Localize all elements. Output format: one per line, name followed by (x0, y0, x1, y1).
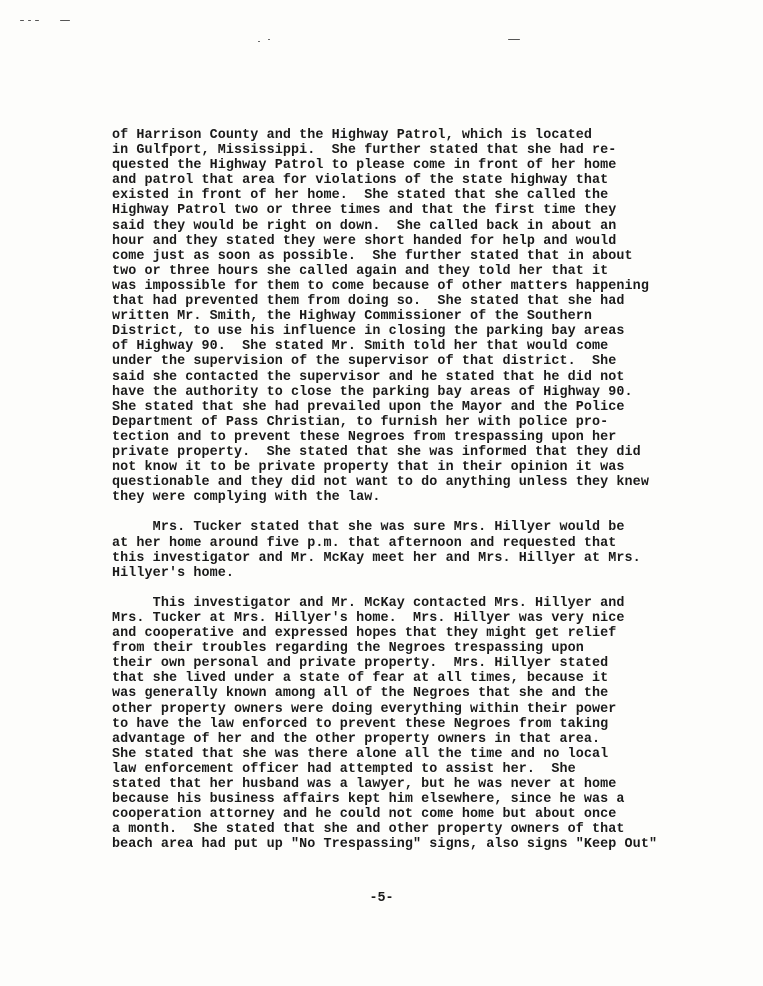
text-line: Hillyer's home. (112, 565, 235, 581)
text-line: their own personal and private property. Mrs. Hillyer stated (112, 656, 609, 672)
text-line: was generally known among all of the Negroes that she and the (112, 686, 609, 702)
text-line: tection and to prevent these Negroes from trespassing upon her (112, 429, 617, 445)
text-line: She stated that she had prevailed upon the Mayor and the Police (112, 399, 625, 415)
text-line: they were complying with the law. (112, 490, 381, 506)
text-line: from their troubles regarding the Negroes trespassing upon (112, 641, 584, 657)
text-line: under the supervision of the supervisor of that district. She (112, 354, 617, 370)
page-number: -5- (369, 891, 394, 906)
text-line: to have the law enforced to prevent these Negroes from taking (112, 716, 609, 732)
text-line: this investigator and Mr. McKay meet her and Mrs. Hillyer at Mrs. (112, 550, 641, 566)
text-line: Highway Patrol two or three times and that the first time they (112, 203, 617, 219)
text-line: Department of Pass Christian, to furnish her with police pro- (112, 414, 609, 430)
text-line: other property owners were doing everything within their power (112, 701, 617, 717)
scan-mark (268, 39, 270, 40)
scan-mark (60, 20, 70, 21)
text-line: advantage of her and the other property owners in that area. (112, 731, 601, 747)
text-line: of Highway 90. She stated Mr. Smith told her that would come (112, 339, 609, 355)
text-line: cooperation attorney and he could not come home but about once (112, 807, 617, 823)
paragraph-gap (112, 581, 727, 596)
paragraph-gap (112, 505, 727, 520)
body-text (112, 128, 727, 853)
text-line: that she lived under a state of fear at all times, because it (112, 671, 609, 687)
text-line: at her home around five p.m. that afternoon and requested that (112, 535, 617, 551)
text-line: that had prevented them from doing so. She stated that she had (112, 294, 625, 310)
scan-mark (28, 20, 31, 21)
text-line: This investigator and Mr. McKay contacted Mrs. Hillyer and (112, 595, 625, 611)
scan-mark (508, 39, 520, 40)
text-line: was impossible for them to come because of other matters happening (112, 278, 649, 294)
text-line: two or three hours she called again and they told her that it (112, 263, 609, 279)
text-line: existed in front of her home. She stated that she called the (112, 188, 609, 204)
text-line: She stated that she was there alone all the time and no local (112, 746, 609, 762)
text-line: questionable and they did not want to do anything unless they knew (112, 475, 649, 491)
text-line: said she contacted the supervisor and he stated that he did not (112, 369, 625, 385)
text-line: hour and they stated they were short handed for help and would (112, 233, 617, 249)
scan-mark (20, 20, 24, 21)
text-line: said they would be right on down. She called back in about an (112, 218, 617, 234)
text-line: and patrol that area for violations of the state highway that (112, 173, 609, 189)
text-line: written Mr. Smith, the Highway Commissioner of the Southern (112, 309, 593, 325)
text-line: beach area had put up "No Trespassing" signs, also signs "Keep Out" (112, 837, 658, 853)
scan-mark (258, 41, 260, 42)
text-line: because his business affairs kept him elsewhere, since he was a (112, 792, 625, 808)
text-line: private property. She stated that she was informed that they did (112, 444, 641, 460)
paragraph-2 (112, 520, 727, 580)
text-line: law enforcement officer had attempted to assist her. She (112, 761, 576, 777)
text-line: District, to use his influence in closing the parking bay areas (112, 324, 625, 340)
text-line: not know it to be private property that in their opinion it was (112, 460, 625, 476)
text-line: stated that her husband was a lawyer, but he was never at home (112, 777, 617, 793)
paragraph-3 (112, 596, 727, 853)
text-line: quested the Highway Patrol to please come in front of her home (112, 158, 617, 174)
text-line: Mrs. Tucker at Mrs. Hillyer's home. Mrs. Hillyer was very nice (112, 611, 625, 626)
text-line: come just as soon as possible. She further stated that in about (112, 248, 633, 264)
text-line: and cooperative and expressed hopes that they might get relief (112, 626, 617, 642)
text-line: a month. She stated that she and other property owners of that (112, 822, 625, 838)
paragraph-1 (112, 128, 727, 505)
scan-mark (35, 20, 39, 21)
text-line: Mrs. Tucker stated that she was sure Mrs. Hillyer would be (112, 520, 625, 536)
text-line: of Harrison County and the Highway Patrol, which is located (112, 128, 593, 143)
text-line: in Gulfport, Mississippi. She further stated that she had re- (112, 143, 617, 159)
text-line: have the authority to close the parking bay areas of Highway 90. (112, 384, 633, 400)
